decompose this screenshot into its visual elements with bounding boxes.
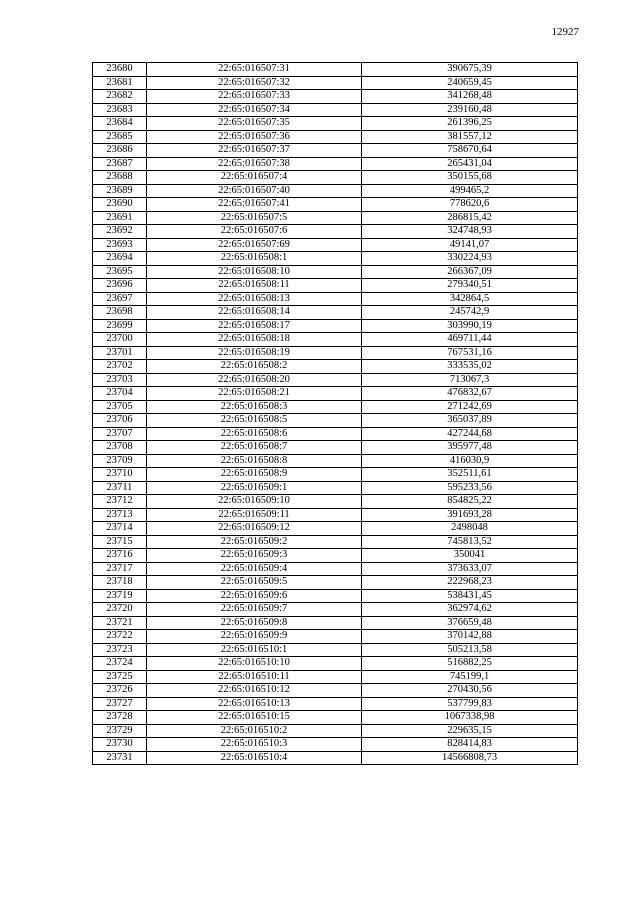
table-row <box>93 306 578 320</box>
cadastral-value-cell: 376659,48 <box>362 616 578 630</box>
cadastral-value-cell: 350155,68 <box>362 171 578 185</box>
cadastral-value-table <box>92 62 578 765</box>
table-row <box>93 697 578 711</box>
cadastral-number-cell: 22:65:016508:20 <box>147 373 362 387</box>
table-row <box>93 508 578 522</box>
row-number-cell: 23730 <box>93 738 147 752</box>
row-number-cell: 23696 <box>93 279 147 293</box>
cadastral-number-cell: 22:65:016508:5 <box>147 414 362 428</box>
row-number-cell: 23704 <box>93 387 147 401</box>
cadastral-number-cell: 22:65:016510:10 <box>147 657 362 671</box>
table-row <box>93 184 578 198</box>
table-row <box>93 90 578 104</box>
cadastral-value-cell: 373633,07 <box>362 562 578 576</box>
cadastral-number-cell: 22:65:016510:13 <box>147 697 362 711</box>
row-number-cell: 23710 <box>93 468 147 482</box>
cadastral-number-cell: 22:65:016508:13 <box>147 292 362 306</box>
cadastral-value-cell: 333535,02 <box>362 360 578 374</box>
cadastral-number-cell: 22:65:016509:11 <box>147 508 362 522</box>
table-row <box>93 576 578 590</box>
cadastral-value-cell: 271242,69 <box>362 400 578 414</box>
cadastral-value-cell: 390675,39 <box>362 63 578 77</box>
cadastral-value-cell: 537799,83 <box>362 697 578 711</box>
cadastral-value-cell: 505213,58 <box>362 643 578 657</box>
table-row <box>93 157 578 171</box>
row-number-cell: 23726 <box>93 684 147 698</box>
row-number-cell: 23681 <box>93 76 147 90</box>
cadastral-number-cell: 22:65:016509:3 <box>147 549 362 563</box>
table-row <box>93 144 578 158</box>
cadastral-value-cell: 476832,67 <box>362 387 578 401</box>
cadastral-value-cell: 279340,51 <box>362 279 578 293</box>
table-row <box>93 589 578 603</box>
cadastral-value-cell: 1067338,98 <box>362 711 578 725</box>
row-number-cell: 23697 <box>93 292 147 306</box>
row-number-cell: 23691 <box>93 211 147 225</box>
cadastral-number-cell: 22:65:016509:6 <box>147 589 362 603</box>
row-number-cell: 23712 <box>93 495 147 509</box>
cadastral-value-cell: 758670,64 <box>362 144 578 158</box>
cadastral-number-cell: 22:65:016508:11 <box>147 279 362 293</box>
cadastral-number-cell: 22:65:016507:69 <box>147 238 362 252</box>
cadastral-value-cell: 239160,48 <box>362 103 578 117</box>
cadastral-number-cell: 22:65:016509:12 <box>147 522 362 536</box>
table-row <box>93 198 578 212</box>
cadastral-value-cell: 350041 <box>362 549 578 563</box>
cadastral-number-cell: 22:65:016510:4 <box>147 751 362 765</box>
table-row <box>93 670 578 684</box>
cadastral-number-cell: 22:65:016509:5 <box>147 576 362 590</box>
cadastral-value-cell: 391693,28 <box>362 508 578 522</box>
cadastral-number-cell: 22:65:016508:7 <box>147 441 362 455</box>
row-number-cell: 23700 <box>93 333 147 347</box>
row-number-cell: 23690 <box>93 198 147 212</box>
row-number-cell: 23705 <box>93 400 147 414</box>
table-row <box>93 738 578 752</box>
cadastral-number-cell: 22:65:016508:10 <box>147 265 362 279</box>
cadastral-number-cell: 22:65:016507:34 <box>147 103 362 117</box>
cadastral-number-cell: 22:65:016507:6 <box>147 225 362 239</box>
cadastral-value-cell: 516882,25 <box>362 657 578 671</box>
cadastral-number-cell: 22:65:016508:8 <box>147 454 362 468</box>
cadastral-number-cell: 22:65:016508:17 <box>147 319 362 333</box>
table-row <box>93 265 578 279</box>
cadastral-value-cell: 499465,2 <box>362 184 578 198</box>
cadastral-value-cell: 427244,68 <box>362 427 578 441</box>
page-number: 12927 <box>551 26 579 38</box>
row-number-cell: 23687 <box>93 157 147 171</box>
row-number-cell: 23683 <box>93 103 147 117</box>
cadastral-value-cell: 303990,19 <box>362 319 578 333</box>
table-row <box>93 657 578 671</box>
table-row <box>93 76 578 90</box>
row-number-cell: 23708 <box>93 441 147 455</box>
cadastral-number-cell: 22:65:016508:9 <box>147 468 362 482</box>
row-number-cell: 23731 <box>93 751 147 765</box>
row-number-cell: 23728 <box>93 711 147 725</box>
table-row <box>93 238 578 252</box>
table-row <box>93 751 578 765</box>
row-number-cell: 23725 <box>93 670 147 684</box>
table-row <box>93 481 578 495</box>
table-row <box>93 63 578 77</box>
table-row <box>93 211 578 225</box>
row-number-cell: 23698 <box>93 306 147 320</box>
table-body <box>93 63 578 765</box>
cadastral-value-cell: 778620,6 <box>362 198 578 212</box>
cadastral-number-cell: 22:65:016507:33 <box>147 90 362 104</box>
cadastral-number-cell: 22:65:016507:4 <box>147 171 362 185</box>
table-row <box>93 684 578 698</box>
cadastral-number-cell: 22:65:016508:3 <box>147 400 362 414</box>
row-number-cell: 23724 <box>93 657 147 671</box>
row-number-cell: 23688 <box>93 171 147 185</box>
cadastral-value-cell: 2498048 <box>362 522 578 536</box>
row-number-cell: 23689 <box>93 184 147 198</box>
row-number-cell: 23701 <box>93 346 147 360</box>
cadastral-value-cell: 828414,83 <box>362 738 578 752</box>
cadastral-number-cell: 22:65:016509:2 <box>147 535 362 549</box>
cadastral-number-cell: 22:65:016507:38 <box>147 157 362 171</box>
cadastral-value-cell: 240659,45 <box>362 76 578 90</box>
row-number-cell: 23703 <box>93 373 147 387</box>
cadastral-number-cell: 22:65:016507:32 <box>147 76 362 90</box>
cadastral-value-cell: 352511,61 <box>362 468 578 482</box>
cadastral-number-cell: 22:65:016507:37 <box>147 144 362 158</box>
cadastral-number-cell: 22:65:016508:2 <box>147 360 362 374</box>
cadastral-value-cell: 595233,56 <box>362 481 578 495</box>
cadastral-value-cell: 395977,48 <box>362 441 578 455</box>
cadastral-number-cell: 22:65:016507:31 <box>147 63 362 77</box>
cadastral-value-cell: 245742,9 <box>362 306 578 320</box>
table-row <box>93 630 578 644</box>
row-number-cell: 23719 <box>93 589 147 603</box>
cadastral-number-cell: 22:65:016508:1 <box>147 252 362 266</box>
cadastral-value-cell: 745199,1 <box>362 670 578 684</box>
row-number-cell: 23720 <box>93 603 147 617</box>
cadastral-number-cell: 22:65:016508:21 <box>147 387 362 401</box>
cadastral-number-cell: 22:65:016509:1 <box>147 481 362 495</box>
cadastral-value-cell: 713067,3 <box>362 373 578 387</box>
row-number-cell: 23716 <box>93 549 147 563</box>
row-number-cell: 23721 <box>93 616 147 630</box>
table-row <box>93 292 578 306</box>
table-row <box>93 724 578 738</box>
table-row <box>93 171 578 185</box>
row-number-cell: 23718 <box>93 576 147 590</box>
cadastral-value-cell: 416030,9 <box>362 454 578 468</box>
table-row <box>93 117 578 131</box>
row-number-cell: 23706 <box>93 414 147 428</box>
cadastral-number-cell: 22:65:016508:19 <box>147 346 362 360</box>
table-row <box>93 333 578 347</box>
cadastral-value-cell: 265431,04 <box>362 157 578 171</box>
cadastral-value-cell: 538431,45 <box>362 589 578 603</box>
cadastral-number-cell: 22:65:016507:35 <box>147 117 362 131</box>
cadastral-number-cell: 22:65:016510:11 <box>147 670 362 684</box>
table-row <box>93 711 578 725</box>
cadastral-value-cell: 324748,93 <box>362 225 578 239</box>
table-row <box>93 522 578 536</box>
row-number-cell: 23727 <box>93 697 147 711</box>
row-number-cell: 23685 <box>93 130 147 144</box>
row-number-cell: 23694 <box>93 252 147 266</box>
cadastral-value-cell: 381557,12 <box>362 130 578 144</box>
cadastral-number-cell: 22:65:016510:12 <box>147 684 362 698</box>
cadastral-value-cell: 342864,5 <box>362 292 578 306</box>
row-number-cell: 23714 <box>93 522 147 536</box>
cadastral-number-cell: 22:65:016507:41 <box>147 198 362 212</box>
table-row <box>93 603 578 617</box>
table-row <box>93 387 578 401</box>
cadastral-number-cell: 22:65:016507:36 <box>147 130 362 144</box>
cadastral-value-cell: 854825,22 <box>362 495 578 509</box>
table-row <box>93 252 578 266</box>
cadastral-value-cell: 229635,15 <box>362 724 578 738</box>
cadastral-number-cell: 22:65:016508:14 <box>147 306 362 320</box>
cadastral-value-cell: 767531,16 <box>362 346 578 360</box>
cadastral-number-cell: 22:65:016509:10 <box>147 495 362 509</box>
cadastral-number-cell: 22:65:016508:18 <box>147 333 362 347</box>
cadastral-value-cell: 370142,88 <box>362 630 578 644</box>
cadastral-number-cell: 22:65:016507:5 <box>147 211 362 225</box>
cadastral-number-cell: 22:65:016510:15 <box>147 711 362 725</box>
cadastral-number-cell: 22:65:016510:1 <box>147 643 362 657</box>
row-number-cell: 23717 <box>93 562 147 576</box>
row-number-cell: 23686 <box>93 144 147 158</box>
cadastral-value-cell: 266367,09 <box>362 265 578 279</box>
cadastral-value-cell: 49141,07 <box>362 238 578 252</box>
cadastral-number-cell: 22:65:016509:7 <box>147 603 362 617</box>
table-row <box>93 373 578 387</box>
table-row <box>93 616 578 630</box>
cadastral-number-cell: 22:65:016509:4 <box>147 562 362 576</box>
table-row <box>93 468 578 482</box>
row-number-cell: 23711 <box>93 481 147 495</box>
row-number-cell: 23707 <box>93 427 147 441</box>
cadastral-value-cell: 286815,42 <box>362 211 578 225</box>
cadastral-number-cell: 22:65:016507:40 <box>147 184 362 198</box>
table-row <box>93 535 578 549</box>
row-number-cell: 23695 <box>93 265 147 279</box>
row-number-cell: 23713 <box>93 508 147 522</box>
row-number-cell: 23709 <box>93 454 147 468</box>
cadastral-number-cell: 22:65:016510:3 <box>147 738 362 752</box>
table-row <box>93 346 578 360</box>
table-row <box>93 400 578 414</box>
table-row <box>93 360 578 374</box>
table-row <box>93 103 578 117</box>
row-number-cell: 23699 <box>93 319 147 333</box>
row-number-cell: 23680 <box>93 63 147 77</box>
cadastral-number-cell: 22:65:016509:8 <box>147 616 362 630</box>
row-number-cell: 23729 <box>93 724 147 738</box>
table-row <box>93 562 578 576</box>
table-row <box>93 414 578 428</box>
cadastral-value-cell: 330224,93 <box>362 252 578 266</box>
row-number-cell: 23684 <box>93 117 147 131</box>
row-number-cell: 23693 <box>93 238 147 252</box>
cadastral-value-cell: 469711,44 <box>362 333 578 347</box>
cadastral-value-cell: 362974,62 <box>362 603 578 617</box>
table-row <box>93 441 578 455</box>
row-number-cell: 23723 <box>93 643 147 657</box>
cadastral-number-cell: 22:65:016510:2 <box>147 724 362 738</box>
cadastral-value-cell: 261396,25 <box>362 117 578 131</box>
row-number-cell: 23702 <box>93 360 147 374</box>
cadastral-value-cell: 745813,52 <box>362 535 578 549</box>
table-row <box>93 130 578 144</box>
table-row <box>93 549 578 563</box>
table-row <box>93 454 578 468</box>
table-row <box>93 225 578 239</box>
cadastral-value-cell: 341268,48 <box>362 90 578 104</box>
table-row <box>93 279 578 293</box>
cadastral-number-cell: 22:65:016509:9 <box>147 630 362 644</box>
row-number-cell: 23715 <box>93 535 147 549</box>
table-row <box>93 643 578 657</box>
table-row <box>93 495 578 509</box>
row-number-cell: 23692 <box>93 225 147 239</box>
row-number-cell: 23682 <box>93 90 147 104</box>
cadastral-number-cell: 22:65:016508:6 <box>147 427 362 441</box>
row-number-cell: 23722 <box>93 630 147 644</box>
table-row <box>93 427 578 441</box>
cadastral-value-cell: 270430,56 <box>362 684 578 698</box>
cadastral-value-cell: 222968,23 <box>362 576 578 590</box>
table-row <box>93 319 578 333</box>
cadastral-value-cell: 365037,89 <box>362 414 578 428</box>
cadastral-value-cell: 14566808,73 <box>362 751 578 765</box>
